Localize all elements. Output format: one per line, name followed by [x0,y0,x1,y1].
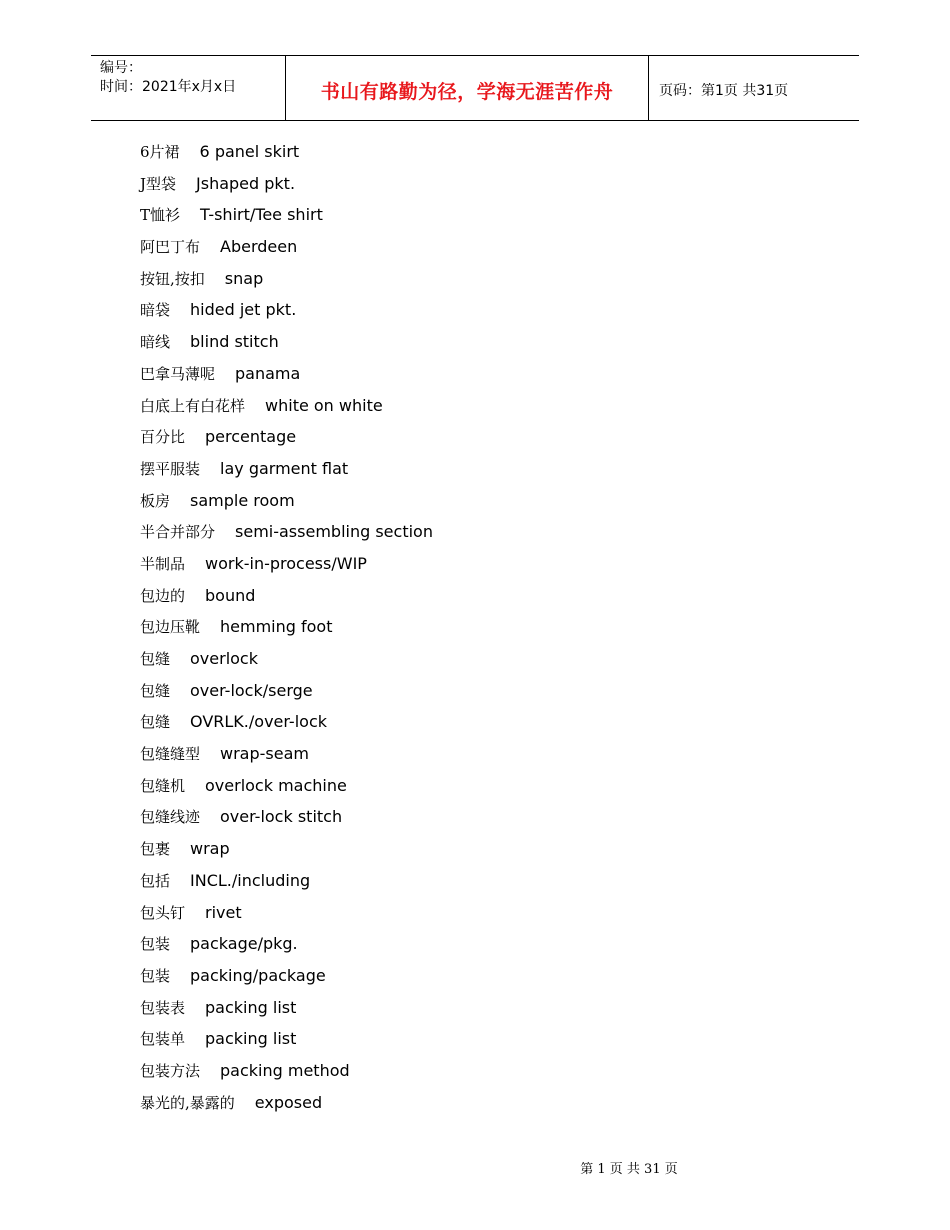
entry-english-term: snap [224,268,264,288]
document-header [91,55,859,121]
entry-chinese-term: 包缝线迹 [140,808,201,827]
entry-chinese-term: 板房 [140,491,171,510]
glossary-entry [140,458,840,490]
glossary-entry [140,616,840,648]
entry-english-term: INCL./including [190,870,311,890]
entry-english-term: Aberdeen [220,237,298,257]
glossary-entry [140,1060,840,1092]
entry-english-term: percentage [205,427,297,447]
date-label: 时间：2021年x月x日 [100,79,237,95]
entry-english-term: T-shirt/Tee shirt [200,205,323,225]
entry-chinese-term: 包头钉 [140,903,186,922]
entry-chinese-term: 半合并部分 [140,523,216,542]
entry-chinese-term: 暗线 [140,333,171,352]
entry-english-term: packing list [205,997,297,1017]
entry-english-term: work-in-process/WIP [205,553,367,573]
entry-english-term: wrap [190,839,230,859]
entry-chinese-term: 按钮,按扣 [140,269,205,288]
glossary-entry [140,775,840,807]
entry-chinese-term: 巴拿马薄呢 [140,364,216,383]
glossary-entry [140,585,840,617]
entry-chinese-term: 6片裙 [140,143,180,161]
entry-english-term: hided jet pkt. [190,300,297,320]
glossary-entry [140,173,840,205]
glossary-entry [140,490,840,522]
glossary-entry [140,870,840,902]
entry-chinese-term: 阿巴丁布 [140,238,201,257]
glossary-entry [140,711,840,743]
entry-english-term: package/pkg. [190,934,298,954]
entry-english-term: overlock [190,649,258,668]
entry-english-term: exposed [254,1092,323,1112]
entry-chinese-term: J型袋 [140,174,177,193]
entry-english-term: panama [235,363,301,383]
glossary-entry [140,933,840,965]
glossary-entry [140,521,840,553]
entry-chinese-term: 包装 [140,966,171,985]
entry-english-term: over-lock stitch [220,807,343,827]
footer-page-number: 第 1 页 共 31 页 [580,1162,678,1177]
glossary-entry [140,806,840,838]
entry-english-term: bound [205,585,256,605]
glossary-entry [140,902,840,934]
glossary-entry [140,743,840,775]
glossary-entry [140,299,840,331]
entry-chinese-term: 包缝 [140,713,171,732]
entry-chinese-term: 摆平服装 [140,459,201,478]
entry-english-term: sample room [190,490,295,510]
entry-chinese-term: 包裹 [140,840,171,859]
glossary-list [140,141,840,1123]
glossary-entry [140,553,840,585]
motto-text: 书山有路勤为径，学海无涯苦作舟 [320,80,614,103]
glossary-entry [140,680,840,712]
glossary-entry [140,236,840,268]
entry-english-term: packing method [220,1060,350,1080]
header-motto-cell [286,56,649,120]
entry-chinese-term: 包边的 [140,586,186,605]
entry-chinese-term: 包装表 [140,998,186,1017]
header-page-cell [649,56,859,120]
glossary-entry [140,965,840,997]
entry-english-term: rivet [205,902,242,922]
entry-english-term: wrap-seam [220,744,309,764]
glossary-entry [140,204,840,236]
glossary-entry [140,426,840,458]
entry-english-term: over-lock/serge [190,680,313,700]
entry-english-term: overlock machine [205,775,347,795]
entry-chinese-term: 包缝 [140,650,171,668]
entry-chinese-term: 包缝缝型 [140,745,201,764]
entry-chinese-term: 包括 [140,871,171,890]
entry-english-term: white on white [265,395,383,415]
entry-english-term: lay garment flat [220,458,349,478]
header-meta-cell [91,56,286,120]
entry-english-term: packing list [205,1029,297,1049]
entry-chinese-term: 白底上有白花样 [140,396,246,415]
page-info: 页码：第1页 共31页 [659,83,789,99]
glossary-entry [140,1028,840,1060]
entry-english-term: 6 panel skirt [199,142,300,161]
entry-chinese-term: 包缝机 [140,776,186,795]
glossary-entry [140,331,840,363]
entry-chinese-term: 包装单 [140,1030,186,1049]
entry-chinese-term: 包缝 [140,681,171,700]
entry-chinese-term: 百分比 [140,428,186,447]
entry-chinese-term: 包装方法 [140,1061,201,1080]
entry-chinese-term: T恤衫 [140,206,181,225]
entry-chinese-term: 包边压靴 [140,618,201,637]
glossary-entry [140,141,840,173]
glossary-entry [140,648,840,680]
entry-english-term: semi-assembling section [235,522,433,542]
glossary-entry [140,1092,840,1124]
serial-number-label: 编号： [100,60,142,76]
entry-english-term: Jshaped pkt. [196,173,296,193]
glossary-entry [140,997,840,1029]
glossary-entry [140,363,840,395]
entry-english-term: OVRLK./over-lock [190,712,327,732]
entry-chinese-term: 包装 [140,935,171,954]
entry-english-term: blind stitch [190,332,279,352]
glossary-entry [140,395,840,427]
entry-english-term: hemming foot [220,617,333,637]
glossary-entry [140,838,840,870]
glossary-entry [140,268,840,300]
entry-english-term: packing/package [190,965,326,985]
entry-chinese-term: 暗袋 [140,301,171,320]
page-footer [0,1158,950,1177]
entry-chinese-term: 暴光的,暴露的 [140,1093,235,1112]
entry-chinese-term: 半制品 [140,554,186,573]
